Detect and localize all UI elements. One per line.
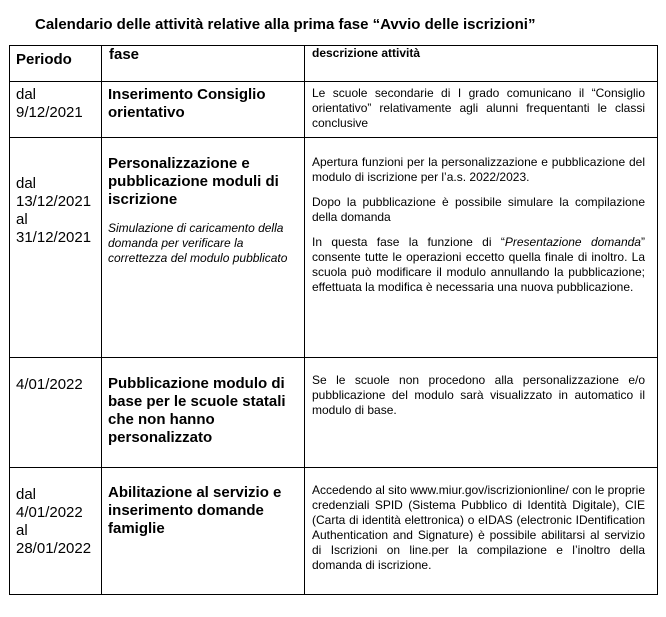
table-row <box>10 468 658 595</box>
fase-cell <box>102 82 305 138</box>
calendar-table <box>9 45 658 595</box>
description-cell <box>305 82 658 138</box>
header-descrizione: descrizione attività <box>305 46 658 82</box>
period-line: 31/12/2021 <box>16 229 92 246</box>
fase-cell <box>102 468 305 595</box>
period-line: al <box>16 211 28 228</box>
fase-note: Simulazione di caricamento della domanda per verificare la correttezza del modulo pubblicato <box>108 221 288 265</box>
description-cell <box>305 468 658 595</box>
period-line: 9/12/2021 <box>16 104 83 121</box>
period-cell <box>10 358 102 468</box>
table-row <box>10 358 658 468</box>
table-row <box>10 138 658 358</box>
description-text-part: ” consente tutte le operazioni eccetto quella finale di inoltro. La scuola può modificare il modulo annullando la pubblicazione; effettuata la modifica è necessaria una nuova pubblicazione. <box>312 235 645 294</box>
period-cell <box>10 468 102 595</box>
description-cell <box>305 358 658 468</box>
period-line: dal <box>16 86 37 103</box>
description-cell <box>305 138 658 358</box>
period-line: 13/12/2021 <box>16 193 92 210</box>
header-fase: fase <box>102 46 305 82</box>
description-text: Apertura funzioni per la personalizzazione e pubblicazione del modulo di iscrizione per l’a.s. 2022/2023. <box>312 155 645 184</box>
fase-title: Abilitazione al servizio e inserimento domande famiglie <box>108 484 282 537</box>
description-text: Le scuole secondarie di I grado comunicano il “Consiglio orientativo” relativamente agli alunni frequentanti le classi conclusive <box>312 86 645 130</box>
fase-title: Inserimento Consiglio orientativo <box>108 86 266 121</box>
description-emphasis: Presentazione domanda <box>504 235 641 249</box>
table-header-row <box>10 46 658 82</box>
period-line: dal <box>16 486 37 503</box>
header-periodo: Periodo <box>10 46 102 82</box>
period-line: 28/01/2022 <box>16 540 92 557</box>
description-text: Se le scuole non procedono alla personalizzazione e/o pubblicazione del modulo sarà visualizzato in automatico il modulo di base. <box>312 373 645 417</box>
period-cell <box>10 138 102 358</box>
period-line: dal <box>16 175 37 192</box>
description-text <box>312 235 645 295</box>
table-row <box>10 82 658 138</box>
description-text: Dopo la pubblicazione è possibile simulare la compilazione della domanda <box>312 195 645 224</box>
period-line: 4/01/2022 <box>16 504 83 521</box>
fase-title: Pubblicazione modulo di base per le scuole statali che non hanno personalizzato <box>108 375 286 446</box>
period-line: 4/01/2022 <box>16 376 83 393</box>
fase-title: Personalizzazione e pubblicazione moduli di iscrizione <box>108 155 279 208</box>
period-cell <box>10 82 102 138</box>
page-title: Calendario delle attività relative alla prima fase “Avvio delle iscrizioni” <box>35 16 536 33</box>
fase-cell <box>102 358 305 468</box>
period-line: al <box>16 522 28 539</box>
description-text-part: In questa fase la funzione di “ <box>312 235 505 249</box>
fase-cell <box>102 138 305 358</box>
description-text: Accedendo al sito www.miur.gov/iscrizionionline/ con le proprie credenziali SPID (Sistema Pubblico di Identità Digitale), CIE (Carta di identità elettronica) o eIDAS (electronic IDentification Authentication and Signature) è possibile abilitarsi al servizio di Iscrizioni on line.per la compilazione e l’inoltro della domanda di iscrizione. <box>312 483 645 572</box>
